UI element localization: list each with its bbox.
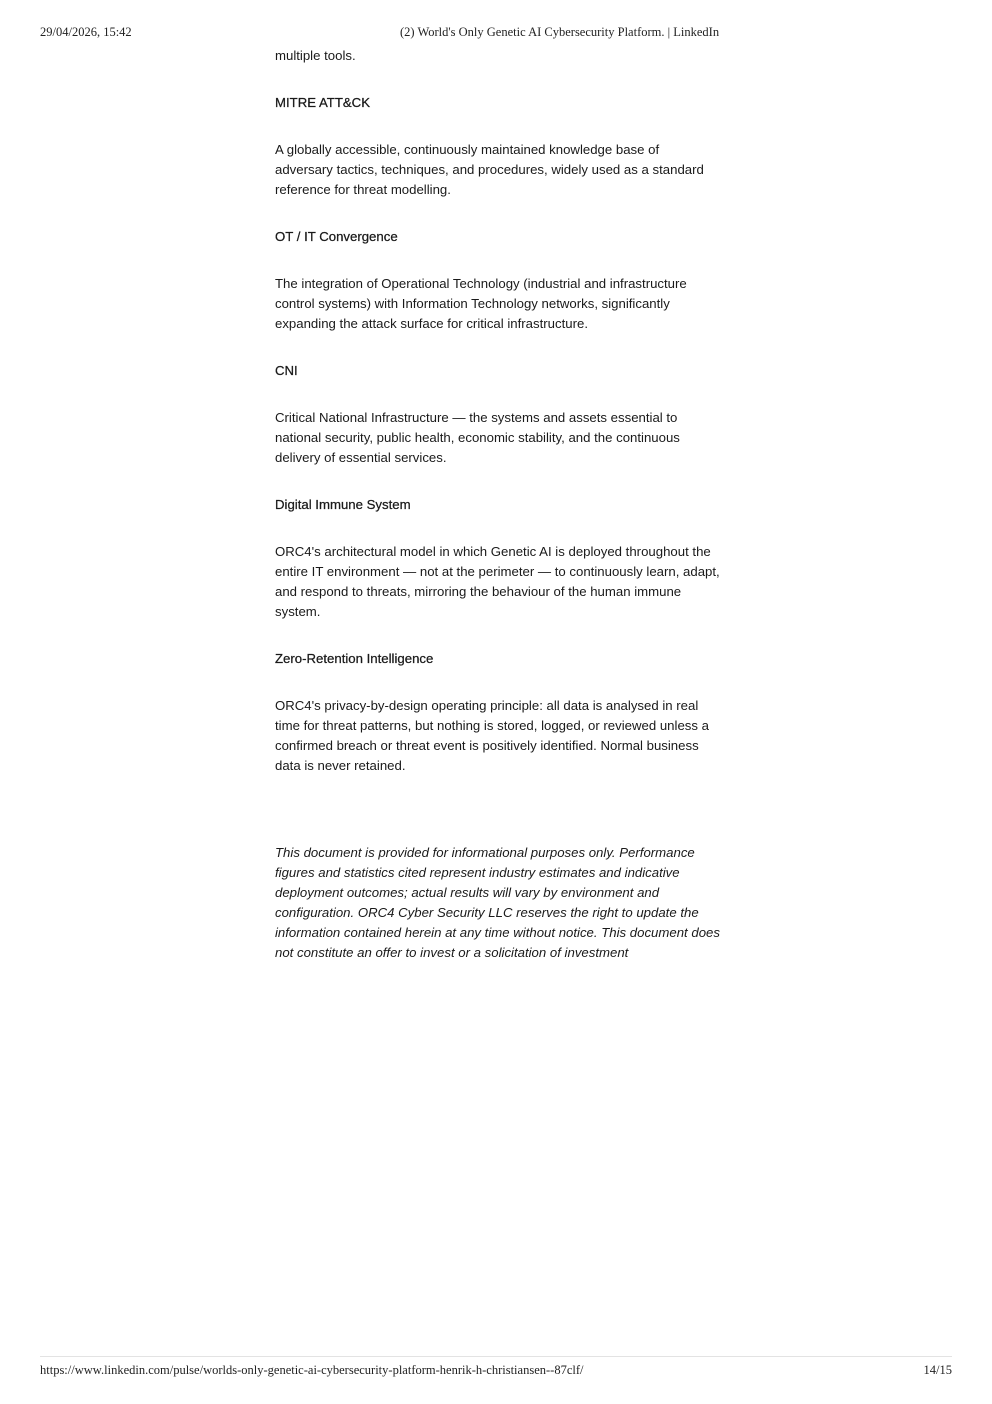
article-body (275, 46, 720, 963)
glossary-term: MITRE ATT&CK (275, 95, 371, 110)
glossary-definition: ORC4's architectural model in which Genetic AI is deployed throughout the entire IT environment — not at the perimeter — to continuously learn, adapt, and respond to threats, mirroring the behaviour of the human immune system. (275, 544, 720, 619)
glossary-term: Zero-Retention Intelligence (275, 651, 434, 666)
print-footer (40, 1356, 952, 1377)
print-header (40, 25, 952, 41)
print-datetime: 29/04/2026, 15:42 (40, 25, 132, 39)
print-page-title: (2) World's Only Genetic AI Cybersecurity Platform. | LinkedIn (400, 25, 720, 39)
lead-fragment: multiple tools. (275, 48, 356, 63)
glossary-definition: A globally accessible, continuously maintained knowledge base of adversary tactics, techniques, and procedures, widely used as a standard reference for threat modelling. (275, 142, 704, 197)
glossary-term: OT / IT Convergence (275, 229, 398, 244)
glossary-term: Digital Immune System (275, 497, 411, 512)
page-number: 14/15 (923, 1363, 952, 1377)
glossary-definition: ORC4's privacy-by-design operating principle: all data is analysed in real time for threat patterns, but nothing is stored, logged, or reviewed unless a confirmed breach or threat event is positively identified. Normal business data is never retained. (275, 698, 709, 773)
page-url: https://www.linkedin.com/pulse/worlds-only-genetic-ai-cybersecurity-platform-henrik-h-christiansen--87clf/ (40, 1363, 584, 1377)
glossary-term: CNI (275, 363, 298, 378)
glossary-definition: Critical National Infrastructure — the systems and assets essential to national security, public health, economic stability, and the continuous delivery of essential services. (275, 410, 680, 465)
glossary-definition: The integration of Operational Technology (industrial and infrastructure control systems) with Information Technology networks, significantly expanding the attack surface for critical infrastructure. (275, 276, 687, 331)
disclaimer: This document is provided for informational purposes only. Performance figures and statistics cited represent industry estimates and indicative deployment outcomes; actual results will vary by environment and configuration. ORC4 Cyber Security LLC reserves the right to update the information contained herein at any time without notice. This document does not constitute an offer to invest or a solicitation of investment (275, 845, 720, 960)
